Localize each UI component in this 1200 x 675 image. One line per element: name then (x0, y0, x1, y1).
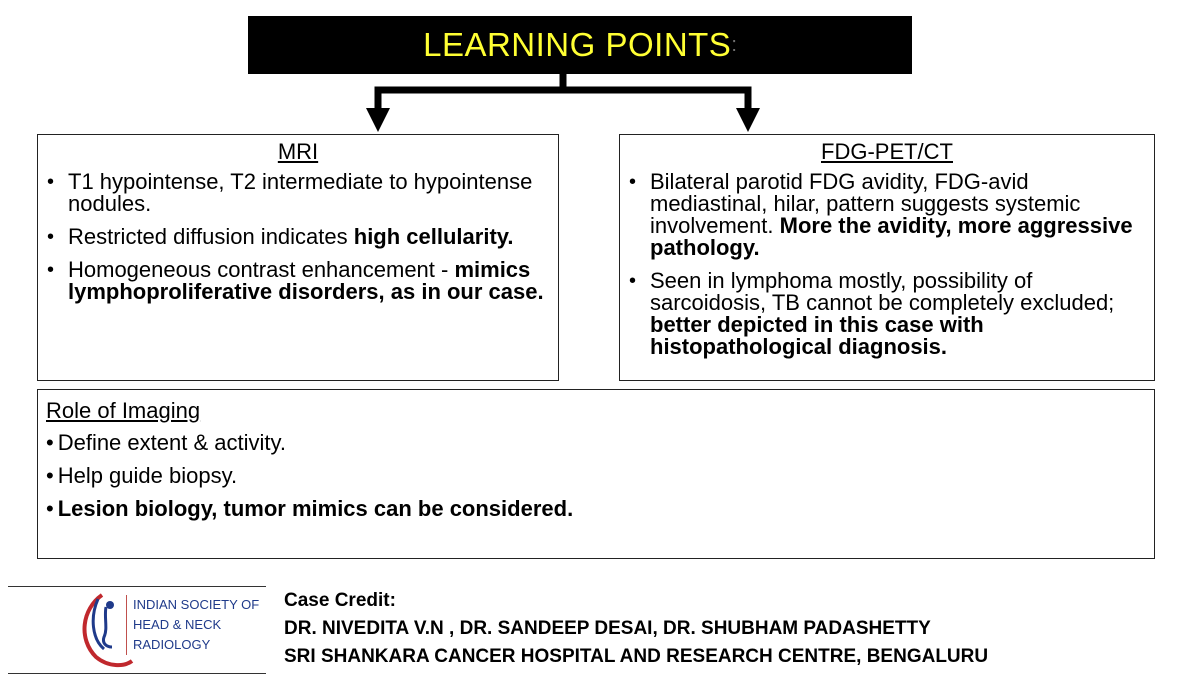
case-credit (284, 587, 988, 671)
role-points (38, 430, 1154, 522)
logo-line: HEAD & NECK (133, 617, 222, 632)
mri-point (38, 171, 548, 215)
mri-point (38, 259, 548, 303)
point-text: Restricted diffusion indicates (68, 224, 354, 249)
mri-point (38, 226, 548, 248)
bullet-icon: • (46, 430, 54, 455)
title-colon: : (731, 33, 737, 56)
pet-heading: FDG-PET/CT (821, 139, 953, 164)
mri-heading: MRI (277, 139, 319, 164)
point-text: Seen in lymphoma mostly, possibility of sarcoidosis, TB cannot be completely excluded; (650, 268, 1115, 315)
branch-arrows (0, 0, 1200, 140)
role-point-text: Lesion biology, tumor mimics can be considered. (57, 496, 574, 521)
point-bold-text: high cellularity. (353, 224, 514, 249)
pet-point (620, 270, 1144, 358)
role-point-text: Define extent & activity. (57, 430, 286, 455)
bullet-icon: • (46, 496, 54, 521)
role-point (46, 496, 1154, 522)
role-of-imaging-box (37, 389, 1155, 559)
role-point-text: Help guide biopsy. (57, 463, 238, 488)
logo-line: INDIAN SOCIETY OF (133, 597, 260, 612)
logo-text (126, 595, 271, 655)
arrow-head-left (366, 108, 390, 132)
point-text: T1 hypointense, T2 intermediate to hypointense nodules. (68, 169, 533, 216)
page-title: LEARNING POINTS (423, 26, 732, 63)
arrow-connector (378, 74, 748, 112)
society-logo (8, 586, 266, 674)
logo-line: RADIOLOGY (133, 637, 211, 652)
point-bold-text: More the avidity, more aggressive pathology. (650, 213, 1133, 260)
point-text: Homogeneous contrast enhancement - (68, 257, 455, 282)
role-point (46, 463, 1154, 489)
pet-box (619, 134, 1155, 381)
pet-points (620, 171, 1154, 358)
credit-hospital: SRI SHANKARA CANCER HOSPITAL AND RESEARCH CENTRE, BENGALURU (284, 646, 989, 667)
arrow-head-right (736, 108, 760, 132)
pet-point (620, 171, 1144, 259)
role-heading: Role of Imaging (46, 398, 201, 423)
bullet-icon: • (46, 463, 54, 488)
point-bold-text: better depicted in this case with histopathological diagnosis. (650, 312, 984, 359)
mri-points (38, 171, 558, 303)
role-point (46, 430, 1154, 456)
point-text: Bilateral parotid FDG avidity, FDG-avid mediastinal, hilar, pattern suggests systemic involvement. (650, 169, 1081, 238)
point-bold-text: mimics lymphoproliferative disorders, as in our case. (68, 257, 544, 304)
credit-doctors: DR. NIVEDITA V.N , DR. SANDEEP DESAI, DR. SHUBHAM PADASHETTY (284, 618, 931, 639)
mri-box (37, 134, 559, 381)
credit-label: Case Credit: (284, 590, 396, 611)
